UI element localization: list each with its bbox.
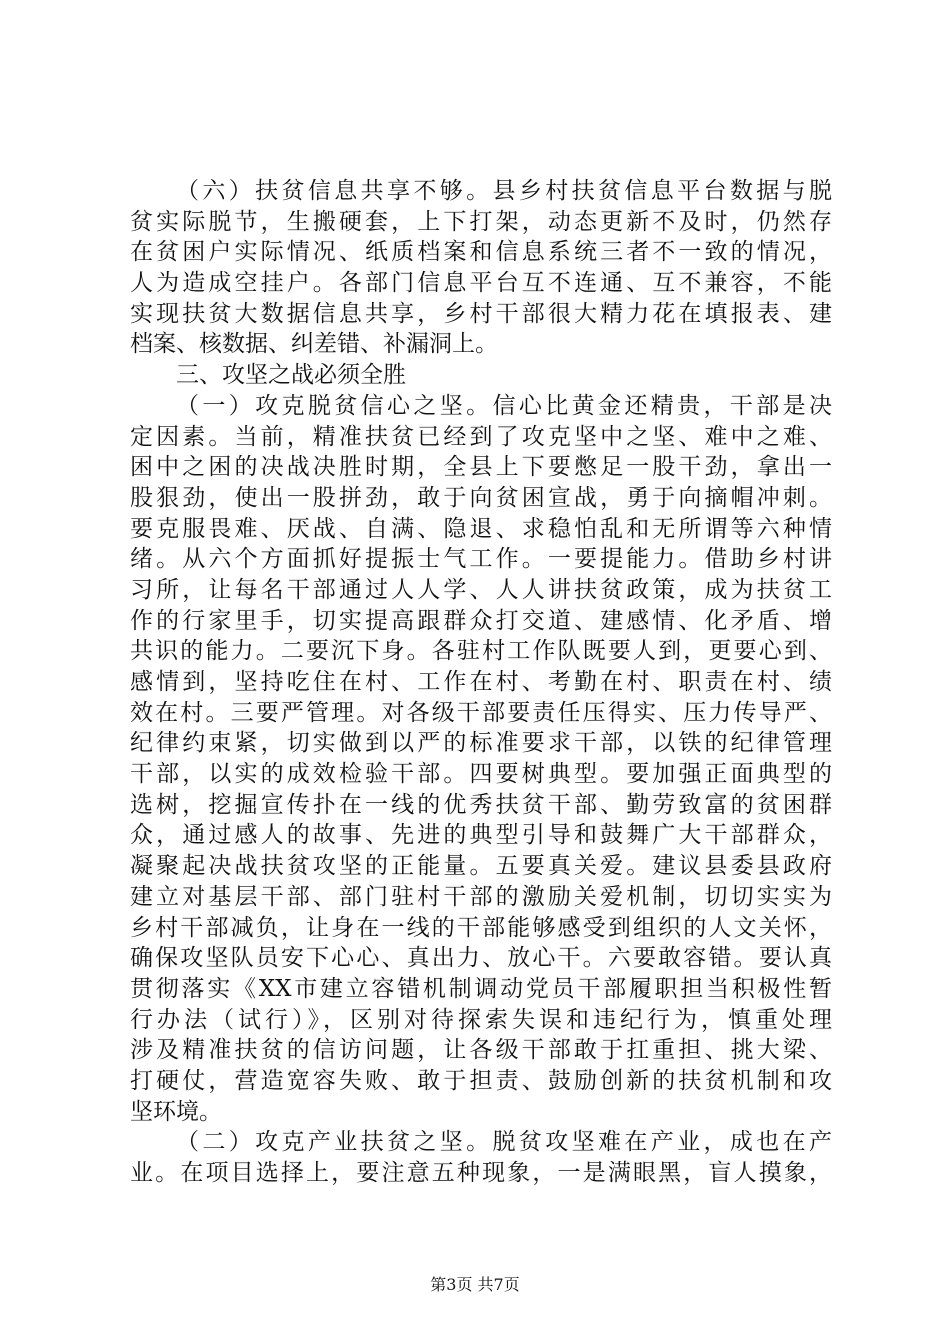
text-line: 打硬仗，营造宽容失败、敢于担责、鼓励创新的扶贫机制和攻 [130, 1067, 832, 1094]
text-line: 纪律约束紧，切实做到以严的标准要求干部，以铁的纪律管理 [130, 730, 832, 757]
text-line: 习所，让每名干部通过人人学、人人讲扶贫政策，成为扶贫工 [130, 576, 832, 603]
text-line: 行办法（试行）》，区别对待探索失误和违纪行为，慎重处理 [130, 1006, 832, 1033]
text-line: 实现扶贫大数据信息共享，乡村干部很大精力花在填报表、建 [130, 300, 832, 327]
text-line: 在贫困户实际情况、纸质档案和信息系统三者不一致的情况， [130, 239, 832, 266]
text-line: 档案、核数据、纠差错、补漏洞上。 [130, 331, 498, 358]
text-line: 股狠劲，使出一股拼劲，敢于向贫困宣战，勇于向摘帽冲刺。 [130, 484, 832, 511]
text-line: （一）攻克脱贫信心之坚。信心比黄金还精贵，干部是决 [176, 392, 832, 419]
text-line: 建立对基层干部、部门驻村干部的激励关爱机制，切切实实为 [130, 883, 832, 910]
text-line: 坚环境。 [130, 1098, 222, 1125]
text-line: 绪。从六个方面抓好提振士气工作。一要提能力。借助乡村讲 [130, 546, 832, 573]
document-body [130, 176, 832, 1189]
page-number-footer: 第3页 共7页 [430, 1275, 520, 1294]
text-line: 选树，挖掘宣传扑在一线的优秀扶贫干部、勤劳致富的贫困群 [130, 791, 832, 818]
text-line: 众，通过感人的故事、先进的典型引导和鼓舞广大干部群众， [130, 822, 832, 849]
text-line: 定因素。当前，精准扶贫已经到了攻克坚中之坚、难中之难、 [130, 423, 832, 450]
text-line: 业。在项目选择上，要注意五种现象，一是满眼黑，盲人摸象， [130, 1160, 832, 1186]
text-line: 感情到，坚持吃住在村、工作在村、考勤在村、职责在村、绩 [130, 669, 832, 695]
text-line: 三、攻坚之战必须全胜 [176, 362, 406, 389]
text-line: 凝聚起决战扶贫攻坚的正能量。五要真关爱。建议县委县政府 [130, 853, 832, 880]
text-line: 作的行家里手，切实提高跟群众打交道、建感情、化矛盾、增 [130, 607, 832, 634]
text-line: 乡村干部减负，让身在一线的干部能够感受到组织的人文关怀， [130, 914, 832, 941]
text-line: 困中之困的决战决胜时期，全县上下要憋足一股干劲，拿出一 [130, 454, 832, 481]
text-line: （二）攻克产业扶贫之坚。脱贫攻坚难在产业，成也在产 [176, 1129, 832, 1156]
text-line: 共识的能力。二要沉下身。各驻村工作队既要人到，更要心到、 [130, 638, 832, 665]
text-line: 贯彻落实《XX市建立容错机制调动党员干部履职担当积极性暂 [130, 975, 832, 1002]
text-line: 涉及精准扶贫的信访问题，让各级干部敢于扛重担、挑大梁、 [130, 1037, 832, 1064]
text-line: 贫实际脱节，生搬硬套，上下打架，动态更新不及时，仍然存 [130, 208, 832, 235]
text-line: 效在村。三要严管理。对各级干部要责任压得实、压力传导严、 [130, 699, 832, 726]
text-line: 要克服畏难、厌战、自满、隐退、求稳怕乱和无所谓等六种情 [130, 515, 832, 542]
text-line: 干部，以实的成效检验干部。四要树典型。要加强正面典型的 [130, 761, 832, 788]
text-line: （六）扶贫信息共享不够。县乡村扶贫信息平台数据与脱 [176, 178, 832, 204]
text-line: 人为造成空挂户。各部门信息平台互不连通、互不兼容，不能 [130, 270, 832, 297]
text-line: 确保攻坚队员安下心心、真出力、放心干。六要敢容错。要认真 [130, 945, 832, 972]
